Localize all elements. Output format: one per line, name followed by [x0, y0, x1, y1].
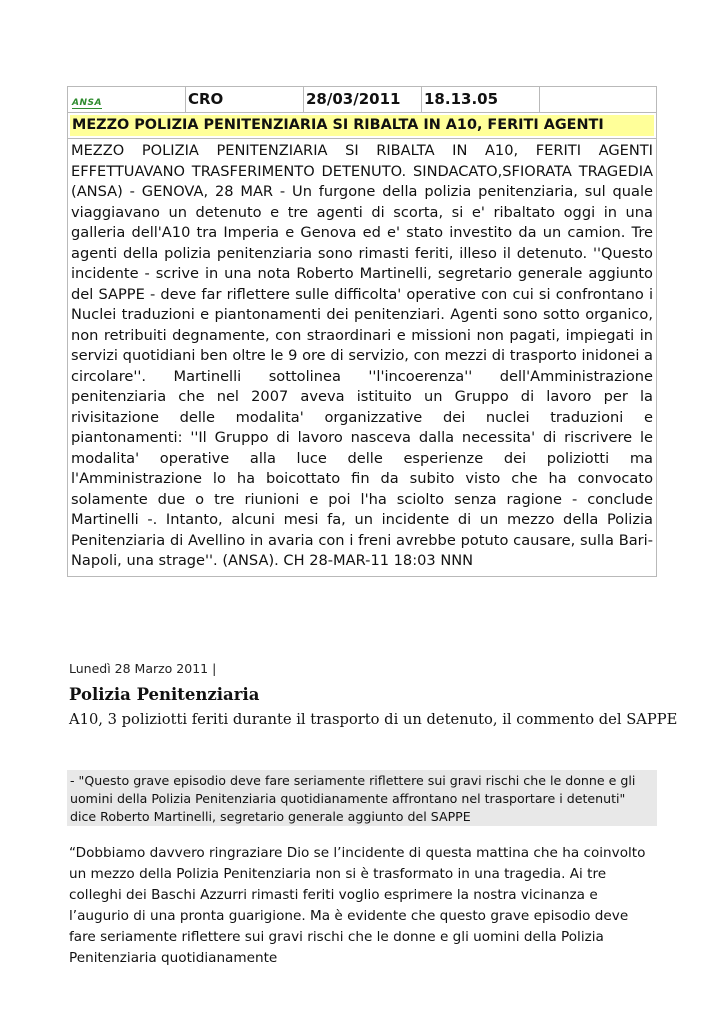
article-subtitle: A10, 3 poliziotti feriti durante il trasporto di un detenuto, il commento del SAPPE [69, 711, 678, 728]
ansa-logo: ANSA [72, 98, 102, 108]
article-paragraph: “Dobbiamo davvero ringraziare Dio se l’incidente di questa mattina che ha coinvolto un mezzo della Polizia Penitenziaria non si è trasformato in una tragedia. Ai tre colleghi dei Baschi Azzurri rimasti feriti voglio esprimere la nostra vicinanza e l’augurio di una pronta guarigione. Ma è evidente che questo grave episodio deve fare seriamente riflettere sui gravi rischi che le donne e gli uomini della Polizia Penitenziaria quotidianamente [69, 845, 646, 966]
news-body: MEZZO POLIZIA PENITENZIARIA SI RIBALTA IN A10, FERITI AGENTI EFFETTUAVANO TRASFERIMENTO DETENUTO. SINDACATO,SFIORATA TRAGEDIA (ANSA) - GENOVA, 28 MAR - Un furgone della polizia penitenziaria, sul quale viaggiavano un detenuto e tre agenti di scorta, si e' ribaltato oggi in una galleria dell'A10 tra Imperia e Genova ed e' stato investito da un camion. Tre agenti della polizia penitenziaria sono rimasti feriti, illeso il detenuto. ''Questo incidente - scrive in una nota Roberto Martinelli, segretario generale aggiunto del SAPPE - deve far riflettere sulle difficolta' operative con cui si confrontano i Nuclei traduzioni e piantonamenti dei penitenziari. Agenti sono sotto organico, non retribuiti degnamente, con straordinari e missioni non pagati, impiegati in servizi quotidiani ben oltre le 9 ore di servizio, con mezzi di trasporto inidonei a circolare''. Martinelli sottolinea ''l'incoerenza'' dell'Amministrazione penitenziaria che nel 2007 aveva istituito un Gruppo di lavoro per la rivisitazione delle modalita' organizzative dei nuclei traduzioni e piantonamenti: ''Il Gruppo di lavoro nasceva dalla necessita' di riscrivere le modalita' operative alla luce delle esperienze dei poliziotti ma l'Amministrazione lo ha boicottato fin da subito visto che ha convocato solamente due o tre riunioni e poi l'ha sciolto senza ragione - conclude Martinelli -. Intanto, alcuni mesi fa, un incidente di un mezzo della Polizia Penitenziaria di Avellino in avaria con i freni avrebbe potuto causare, sulla Bari-Napoli, una strage''. (ANSA). CH 28-MAR-11 18:03 NNN [71, 142, 653, 569]
time-cell: 18.13.05 [422, 87, 540, 112]
ansa-news-table [67, 86, 657, 577]
logo-cell [68, 87, 186, 112]
empty-cell [540, 87, 656, 112]
headline-row [68, 113, 656, 139]
summary-box: - "Questo grave episodio deve fare seriamente riflettere sui gravi rischi che le donne e gli uomini della Polizia Penitenziaria quotidianamente affrontano nel trasportare i detenuti" dice Roberto Martinelli, segretario generale aggiunto del SAPPE [67, 770, 657, 826]
section-title: Polizia Penitenziaria [69, 685, 260, 704]
article-dateline: Lunedì 28 Marzo 2011 | [69, 661, 217, 676]
category-cell: CRO [186, 87, 304, 112]
news-headline: MEZZO POLIZIA PENITENZIARIA SI RIBALTA IN A10, FERITI AGENTI [70, 115, 654, 136]
date-cell: 28/03/2011 [304, 87, 422, 112]
table-header-row [68, 87, 656, 113]
